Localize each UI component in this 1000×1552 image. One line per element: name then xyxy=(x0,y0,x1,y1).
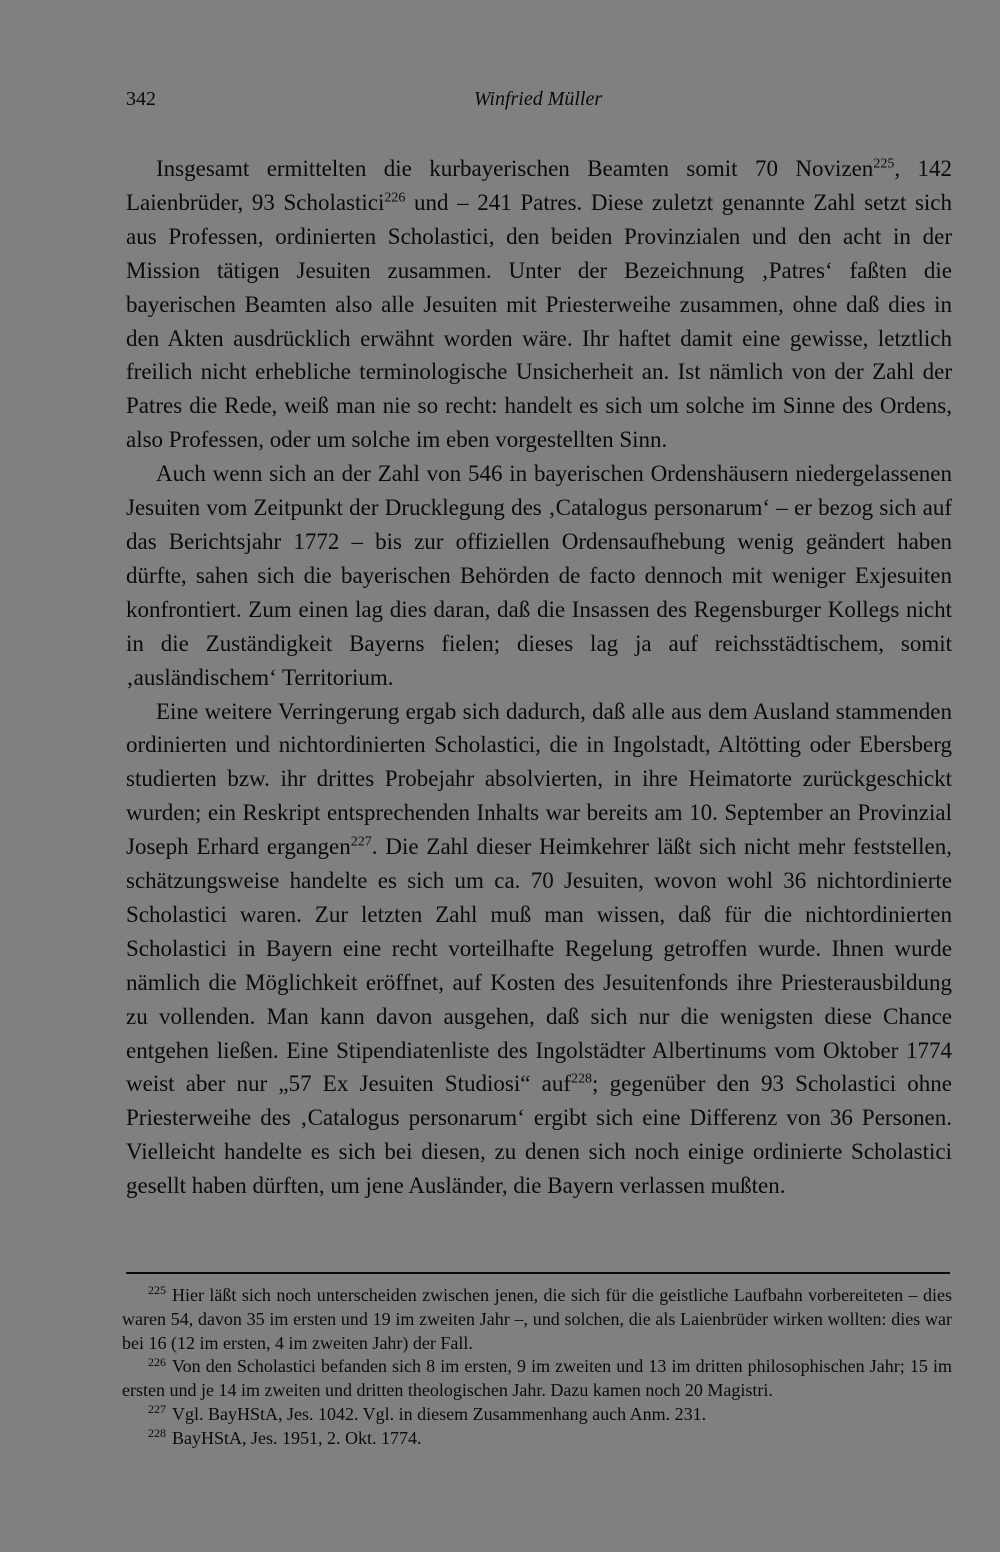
footnote-text: Vgl. BayHStA, Jes. 1042. Vgl. in diesem Zusammenhang auch Anm. 231. xyxy=(172,1403,707,1424)
footnote-text: Von den Scholastici befanden sich 8 im ersten, 9 im zweiten und 13 im dritten philosophischen Jahr; 15 im ersten und je 14 im zweiten und dritten theologischen Jahr. Dazu kamen noch 20 Magistri. xyxy=(122,1356,952,1401)
footnote-divider xyxy=(126,1272,950,1274)
footnote-text: BayHStA, Jes. 1951, 2. Okt. 1774. xyxy=(172,1427,422,1448)
footnote-reference: 227 xyxy=(350,834,372,850)
footnote-text: Hier läßt sich noch unterscheiden zwischen jenen, die sich für die geistliche Laufbahn vorbereiteten – dies waren 54, davon 35 im ersten und 19 im zweiten Jahr –, und solchen, die als Laienbrüder wirken wollten: dies war bei 16 (12 im ersten, 4 im zweiten Jahr) der Fall. xyxy=(122,1285,952,1353)
paragraph xyxy=(126,152,952,457)
footnote-number: 225 xyxy=(148,1283,166,1298)
text-segment: ; gegenüber den 93 Scholastici ohne Priesterweihe des ‚Catalogus personarum‘ ergibt sich eine Differenz von 36 Personen. Vielleicht handelte es sich bei diesen, zu denen sich noch einige ordinierte Scholastici gesellt haben dürften, um jene Ausländer, die Bayern verlassen mußten. xyxy=(126,1071,952,1199)
text-segment: Insgesamt ermittelten die kurbayerischen Beamten somit 70 Novizen xyxy=(156,156,874,181)
body-text xyxy=(126,152,952,1203)
footnote xyxy=(122,1284,952,1355)
footnote-reference: 226 xyxy=(384,190,406,206)
footnote-reference: 228 xyxy=(571,1072,592,1088)
footnote-reference: 225 xyxy=(873,156,895,172)
footnote xyxy=(122,1355,952,1403)
page-number: 342 xyxy=(126,88,156,110)
footnote xyxy=(122,1427,952,1451)
running-head-author: Winfried Müller xyxy=(473,88,603,110)
paragraph xyxy=(126,695,952,1204)
footnote-number: 226 xyxy=(148,1354,166,1369)
text-segment: und – 241 Patres. Diese zuletzt genannte Zahl setzt sich aus Professen, ordinierten Scholastici, den beiden Provinzialen und den acht in der Mission tätigen Jesuiten zusammen. Unter der Bezeichnung ‚Patres‘ faßten die bayerischen Beamten also alle Jesuiten mit Priesterweihe zusammen, ohne daß dies in den Akten ausdrücklich erwähnt worden wäre. Ihr haftet damit eine gewisse, letztlich freilich nicht erhebliche terminologische Unsicherheit an. Ist nämlich von der Zahl der Patres die Rede, weiß man nie so recht: handelt es sich um solche im Sinne des Ordens, also Professen, oder um solche im eben vorgestellten Sinn. xyxy=(126,189,953,453)
footnote-number: 227 xyxy=(148,1402,166,1417)
text-segment: Eine weitere Verringerung ergab sich dadurch, daß alle aus dem Ausland stammenden ordinierten und nichtordinierten Scholastici, die in Ingolstadt, Altötting oder Ebersberg studierten bzw. ihr drittes Probejahr absolvierten, in ihre Heimatorte zurückgeschickt wurden; ein Reskript entsprechenden Inhalts war bereits am 10. September an Provinzial Joseph Erhard ergangen xyxy=(126,698,952,860)
page-header xyxy=(126,88,950,118)
footnote-number: 228 xyxy=(148,1426,166,1441)
footnotes xyxy=(122,1284,952,1451)
text-segment: Auch wenn sich an der Zahl von 546 in bayerischen Ordenshäusern niedergelassenen Jesuiten vom Zeitpunkt der Drucklegung des ‚Catalogus personarum‘ – er bezog sich auf das Berichtsjahr 1772 – bis zur offiziellen Ordensaufhebung wenig geändert haben dürfte, sahen sich die bayerischen Behörden de facto dennoch mit weniger Exjesuiten konfrontiert. Zum einen lag dies daran, daß die Insassen des Regensburger Kollegs nicht in die Zuständigkeit Bayerns fielen; dieses lag ja auf reichsstädtischem, somit ‚ausländischem‘ Territorium. xyxy=(126,461,952,690)
paragraph xyxy=(126,457,952,694)
footnote xyxy=(122,1403,952,1427)
text-segment: . Die Zahl dieser Heimkehrer läßt sich nicht mehr feststellen, schätzungsweise handelte es sich um ca. 70 Jesuiten, wovon wohl 36 nichtordinierte Scholastici waren. Zur letzten Zahl muß man wissen, daß für die nichtordinierten Scholastici in Bayern eine recht vorteilhafte Regelung getroffen wurde. Ihnen wurde nämlich die Möglichkeit eröffnet, auf Kosten des Jesuitenfonds ihre Priesterausbildung zu vollenden. Man kann davon ausgehen, daß sich nur die wenigsten diese Chance entgehen ließen. Eine Stipendiatenliste des Ingolstädter Albertinums vom Oktober 1774 weist aber nur „57 Ex Jesuiten Studiosi“ auf xyxy=(126,834,952,1097)
text-segment: , 142 Laienbrüder, 93 Scholastici xyxy=(126,156,952,215)
